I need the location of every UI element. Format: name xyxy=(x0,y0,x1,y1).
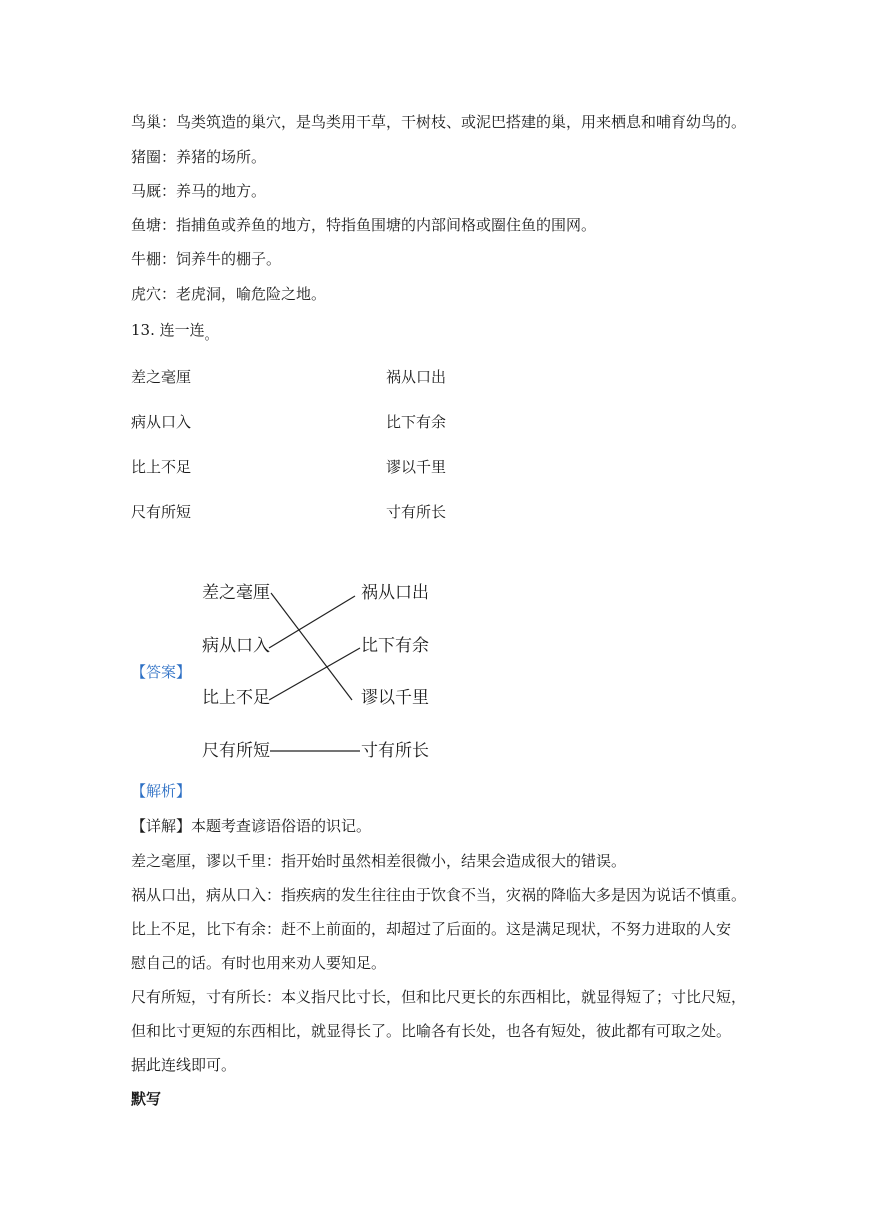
answer-right-item: 谬以千里 xyxy=(361,688,429,708)
question-left-item: 尺有所短 xyxy=(131,503,192,521)
question-right-item: 谬以千里 xyxy=(386,458,447,476)
definition-line: 猪圈：养猪的场所。 xyxy=(131,148,267,166)
definition-line: 牛棚：饲养牛的棚子。 xyxy=(131,250,282,268)
analysis-line: 比上不足，比下有余：赶不上前面的，却超过了后面的。这是满足现状，不努力进取的人安 xyxy=(131,920,732,938)
question-dot: 。 xyxy=(204,328,218,343)
analysis-line: 据此连线即可。 xyxy=(131,1056,237,1074)
question-left-item: 病从口入 xyxy=(131,413,192,431)
analysis-line: 尺有所短，寸有所长：本义指尺比寸长，但和比尺更长的东西相比，就显得短了；寸比尺短， xyxy=(131,988,747,1006)
question-right-item: 比下有余 xyxy=(386,413,447,431)
answer-left-item: 差之毫厘 xyxy=(202,583,270,603)
answer-left-item: 病从口入 xyxy=(202,636,270,656)
analysis-line: 慰自己的话。有时也用来劝人要知足。 xyxy=(131,954,387,972)
analysis-line: 祸从口出，病从口入：指疾病的发生往往由于饮食不当，灾祸的降临大多是因为说话不慎重。 xyxy=(131,886,747,904)
connector-line xyxy=(271,593,352,700)
definition-line: 马厩：养马的地方。 xyxy=(131,182,267,200)
question-right-item: 祸从口出 xyxy=(386,368,447,386)
question-right-item: 寸有所长 xyxy=(386,503,447,521)
answer-left-item: 比上不足 xyxy=(202,688,270,708)
section-title: 默写 xyxy=(131,1090,162,1108)
analysis-line: 差之毫厘，谬以千里：指开始时虽然相差很微小，结果会造成很大的错误。 xyxy=(131,852,627,870)
answer-right-item: 祸从口出 xyxy=(361,583,429,603)
analysis-label: 【解析】 xyxy=(131,782,192,800)
question-title: 连一连 xyxy=(159,321,205,339)
question-left-item: 差之毫厘 xyxy=(131,368,192,386)
question-left-item: 比上不足 xyxy=(131,458,192,476)
definition-line: 鸟巢：鸟类筑造的巢穴，是鸟类用干草，干树枝、或泥巴搭建的巢，用来栖息和哺育幼鸟的。 xyxy=(131,113,747,131)
connector-line xyxy=(269,596,355,648)
answer-left-item: 尺有所短 xyxy=(202,741,270,761)
question-number: 13. xyxy=(131,321,155,339)
answer-right-item: 比下有余 xyxy=(361,636,429,656)
definition-line: 鱼塘：指捕鱼或养鱼的地方，特指鱼围塘的内部间格或圈住鱼的围网。 xyxy=(131,216,597,234)
analysis-line: 【详解】本题考查谚语俗语的识记。 xyxy=(131,817,372,835)
analysis-line: 但和比寸更短的东西相比，就显得长了。比喻各有长处，也各有短处，彼此都有可取之处。 xyxy=(131,1022,732,1040)
definition-line: 虎穴：老虎洞，喻危险之地。 xyxy=(131,285,327,303)
answer-label: 【答案】 xyxy=(131,663,192,681)
answer-right-item: 寸有所长 xyxy=(361,741,429,761)
